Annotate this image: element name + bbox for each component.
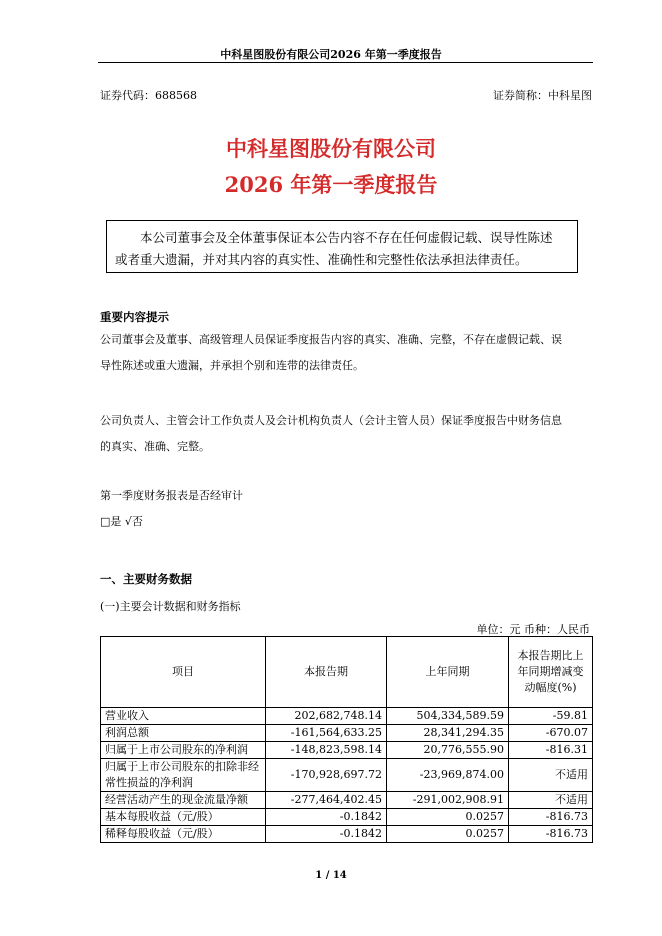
table-header-row <box>101 637 593 708</box>
page-number: 1 / 14 <box>315 870 347 881</box>
security-code: 证券代码：688568 <box>100 89 197 102</box>
row-name: 归属于上市公司股东的扣除非经常性损益的净利润 <box>101 759 266 792</box>
row-name: 利润总额 <box>101 725 266 742</box>
important-para-2 <box>100 408 595 460</box>
row-current: -277,464,402.45 <box>266 792 387 809</box>
header-current-period: 本报告期 <box>266 637 387 708</box>
row-change: -816.73 <box>509 809 593 826</box>
header-item: 项目 <box>101 637 266 708</box>
table-row <box>101 759 593 792</box>
table-row <box>101 809 593 826</box>
row-change: -816.73 <box>509 826 593 843</box>
row-current: -0.1842 <box>266 809 387 826</box>
important-para-2-line-2: 的真实、准确、完整。 <box>100 440 210 453</box>
row-current: -0.1842 <box>266 826 387 843</box>
row-change: -816.31 <box>509 742 593 759</box>
table-row <box>101 725 593 742</box>
row-current: -148,823,598.14 <box>266 742 387 759</box>
row-name: 稀释每股收益（元/股） <box>101 826 266 843</box>
audit-question: 第一季度财务报表是否经审计 <box>100 489 243 502</box>
row-prior: 20,776,555.90 <box>387 742 509 759</box>
financial-indicators-table <box>100 636 593 843</box>
notice-line-2: 或者重大遗漏，并对其内容的真实性、准确性和完整性依法承担法律责任。 <box>115 252 528 267</box>
important-para-2-line-1: 公司负责人、主管会计工作负责人及会计机构负责人（会计主管人员）保证季度报告中财务信息 <box>100 414 562 427</box>
currency-unit: 单位：元 币种：人民币 <box>476 623 590 636</box>
row-current: 202,682,748.14 <box>266 708 387 725</box>
table-row <box>101 826 593 843</box>
important-heading: 重要内容提示 <box>100 310 169 324</box>
table-row <box>101 742 593 759</box>
row-change: -670.07 <box>509 725 593 742</box>
important-para-1-line-1: 公司董事会及董事、高级管理人员保证季度报告内容的真实、准确、完整，不存在虚假记载、误 <box>100 333 562 346</box>
row-prior: 0.0257 <box>387 826 509 843</box>
row-current: -161,564,633.25 <box>266 725 387 742</box>
row-name: 基本每股收益（元/股） <box>101 809 266 826</box>
row-prior: 504,334,589.59 <box>387 708 509 725</box>
important-para-1-line-2: 导性陈述或重大遗漏，并承担个别和连带的法律责任。 <box>100 359 364 372</box>
row-prior: -23,969,874.00 <box>387 759 509 792</box>
board-notice-box <box>106 220 578 273</box>
row-change: 不适用 <box>509 792 593 809</box>
row-name: 经营活动产生的现金流量净额 <box>101 792 266 809</box>
row-prior: 28,341,294.35 <box>387 725 509 742</box>
notice-line-1: 本公司董事会及全体董事保证本公告内容不存在任何虚假记载、误导性陈述 <box>140 230 553 245</box>
security-short-name: 证券简称：中科星图 <box>493 89 592 102</box>
row-change: -59.81 <box>509 708 593 725</box>
section-1-heading: 一、主要财务数据 <box>100 572 192 586</box>
table-row <box>101 792 593 809</box>
audit-answer: □是 √否 <box>100 515 143 528</box>
section-1-subheading: (一)主要会计数据和财务指标 <box>100 600 241 613</box>
header-prior-period: 上年同期 <box>387 637 509 708</box>
company-title: 中科星图股份有限公司 <box>226 136 436 161</box>
header-rule <box>98 62 593 63</box>
row-prior: 0.0257 <box>387 809 509 826</box>
row-change: 不适用 <box>509 759 593 792</box>
row-current: -170,928,697.72 <box>266 759 387 792</box>
row-prior: -291,002,908.91 <box>387 792 509 809</box>
report-title: 2026 年第一季度报告 <box>224 172 438 197</box>
important-para-1 <box>100 327 595 379</box>
row-name: 营业收入 <box>101 708 266 725</box>
table-row <box>101 708 593 725</box>
row-name: 归属于上市公司股东的净利润 <box>101 742 266 759</box>
running-header: 中科星图股份有限公司2026 年第一季度报告 <box>220 48 442 61</box>
header-change-pct: 本报告期比上年同期增减变动幅度(%) <box>509 637 593 708</box>
